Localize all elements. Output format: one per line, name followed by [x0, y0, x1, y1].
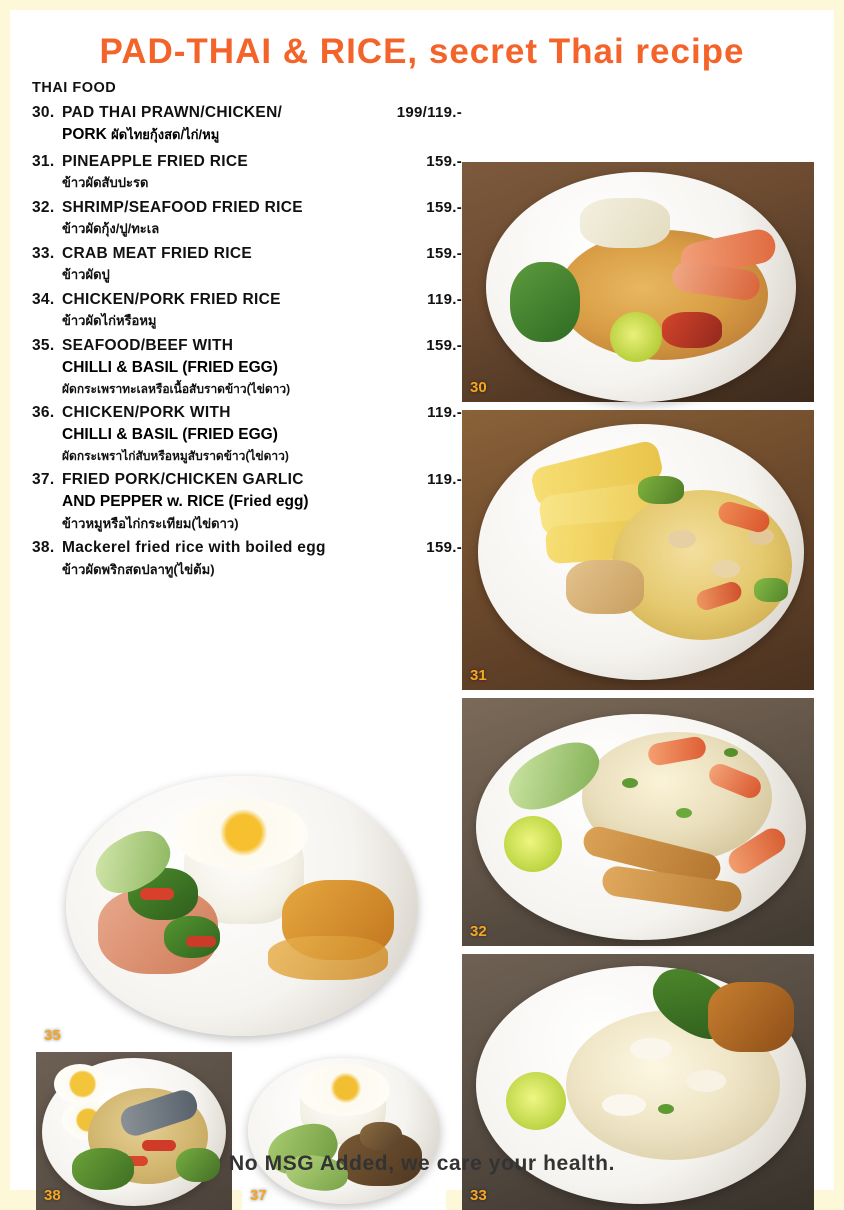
item-number: 36.: [32, 403, 55, 421]
item-name-th: ข้าวผัดปู: [62, 267, 110, 283]
photo-badge: 30: [470, 379, 487, 396]
item-price: 159.-: [426, 198, 462, 216]
dish-photo-35: [36, 740, 446, 1050]
item-number: 31.: [32, 152, 55, 170]
photo-badge: 35: [44, 1027, 61, 1044]
dish-photo-31: [462, 410, 814, 690]
dish-photo-38: [36, 1052, 232, 1210]
section-heading: THAI FOOD: [32, 80, 117, 96]
item-number: 33.: [32, 244, 55, 262]
photo-badge: 32: [470, 923, 487, 940]
menu-item[interactable]: [32, 469, 462, 533]
photo-badge: 38: [44, 1187, 61, 1204]
item-name-en2: CHILLI & BASIL (FRIED EGG): [62, 359, 278, 377]
item-name-th: ผัดกระเพราทะเลหรือเนื้อสับราดข้าว(ไข่ดาว): [62, 381, 291, 396]
item-name-en: CHICKEN/PORK WITH: [62, 403, 231, 421]
item-name-th: ข้าวผัดสับปะรด: [62, 175, 149, 191]
item-name-th: ผัดไทยกุ้งสด/ไก่/หมู: [111, 127, 220, 143]
item-number: 32.: [32, 198, 55, 216]
item-name-en2: CHILLI & BASIL (FRIED EGG): [62, 426, 278, 444]
dish-photo-37: [242, 1052, 446, 1210]
item-name-en: FRIED PORK/CHICKEN GARLIC: [62, 470, 304, 488]
item-number: 30.: [32, 104, 55, 121]
dish-photo-32: [462, 698, 814, 946]
menu-item[interactable]: [32, 102, 462, 147]
item-name-en: SEAFOOD/BEEF WITH: [62, 336, 234, 354]
photo-badge: 33: [470, 1187, 487, 1204]
item-name-en2: PORK ผัดไทยกุ้งสด/ไก่/หมู: [62, 126, 220, 144]
item-price: 159.-: [426, 244, 462, 262]
item-number: 37.: [32, 470, 55, 488]
menu-item[interactable]: [32, 197, 462, 239]
item-price: 159.-: [426, 336, 462, 354]
item-price: 119.-: [427, 290, 462, 308]
menu-item[interactable]: [32, 289, 462, 331]
dish-photo-30: [462, 162, 814, 402]
item-price: 199/119.-: [396, 104, 462, 121]
item-price: 119.-: [427, 403, 462, 421]
item-name-th: ข้าวผัดพริกสดปลาทู(ไข่ต้ม): [62, 561, 215, 577]
item-name-en: SHRIMP/SEAFOOD FRIED RICE: [62, 198, 303, 216]
item-price: 159.-: [426, 152, 462, 170]
item-name-th: ข้าวผัดกุ้ง/ปู/ทะเล: [62, 221, 160, 237]
item-name-en: Mackerel fried rice with boiled egg: [62, 539, 326, 557]
photo-badge: 31: [470, 667, 487, 684]
footer-note: No MSG Added, we care your health.: [228, 1152, 616, 1175]
page-title: PAD-THAI & RICE, secret Thai recipe: [99, 32, 745, 71]
menu-item[interactable]: [32, 335, 462, 398]
item-name-th: ข้าวผัดไก่หรือหมู: [62, 313, 157, 329]
menu-item[interactable]: [32, 537, 462, 579]
item-price: 159.-: [426, 539, 462, 557]
item-number: 34.: [32, 290, 55, 308]
menu-page: [10, 10, 834, 1204]
item-name-th: ข้าวหมูหรือไก่กระเทียม(ไข่ดาว): [62, 515, 239, 531]
item-name-en: PINEAPPLE FRIED RICE: [62, 152, 248, 170]
menu-item[interactable]: [32, 402, 462, 465]
item-number: 38.: [32, 539, 55, 557]
item-price: 119.-: [427, 470, 462, 488]
item-number: 35.: [32, 336, 55, 354]
item-name-en: CHICKEN/PORK FRIED RICE: [62, 290, 281, 308]
item-name-th: ผัดกระเพราไก่สับหรือหมูสับราดข้าว(ไข่ดาว): [62, 448, 289, 463]
item-name-en: CRAB MEAT FRIED RICE: [62, 244, 252, 262]
photo-badge: 37: [250, 1187, 267, 1204]
item-name-en2: AND PEPPER w. RICE (Fried egg): [62, 493, 309, 511]
menu-item[interactable]: [32, 151, 462, 193]
item-name-en: PAD THAI PRAWN/CHICKEN/: [62, 104, 283, 121]
menu-list: [32, 80, 462, 583]
menu-item[interactable]: [32, 243, 462, 285]
